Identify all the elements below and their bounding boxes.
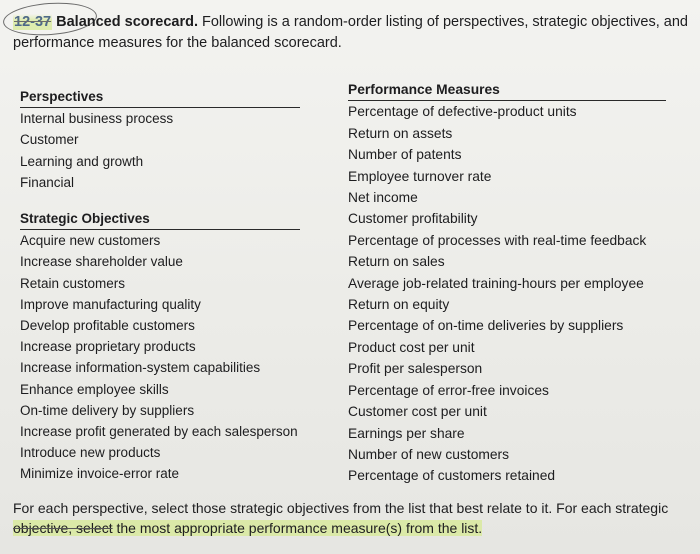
list-item: Return on equity — [348, 297, 450, 313]
list-item: Net income — [348, 190, 418, 206]
list-item: Percentage of error-free invoices — [348, 382, 549, 398]
list-item: Increase information-system capabilities — [20, 360, 261, 376]
problem-statement — [13, 12, 693, 54]
list-item: Develop profitable customers — [20, 318, 195, 334]
list-item: Employee turnover rate — [348, 168, 492, 184]
list-item: Learning and growth — [20, 153, 144, 169]
list-item: Minimize invoice-error rate — [20, 466, 180, 482]
list-item: Percentage of customers retained — [348, 468, 556, 484]
list-item: Percentage of defective-product units — [348, 104, 577, 120]
problem-number: 12-37 — [14, 14, 52, 30]
list-item: Internal business process — [20, 111, 174, 127]
list-item: Enhance employee skills — [20, 381, 169, 397]
list-item: Number of patents — [348, 147, 462, 163]
list-item: Introduce new products — [20, 445, 161, 461]
list-item: Increase profit generated by each salesperson — [20, 424, 298, 440]
strategic-objectives-heading: Strategic Objectives — [20, 208, 300, 230]
list-item: Acquire new customers — [20, 233, 161, 249]
right-column — [348, 79, 668, 487]
list-item: Product cost per unit — [348, 339, 475, 355]
performance-measures-heading: Performance Measures — [348, 79, 666, 101]
list-item: On-time delivery by suppliers — [20, 402, 195, 418]
list-item: Customer cost per unit — [348, 404, 487, 420]
problem-title: Balanced scorecard. — [56, 14, 198, 30]
problem-intro: Following is a random-order listing of perspectives, strategic objectives, and performance measures for the balanced scorecard. — [13, 14, 688, 51]
list-item: Retain customers — [20, 275, 126, 291]
list-item: Average job-related training-hours per employee — [348, 275, 644, 291]
list-item: Number of new customers — [348, 446, 510, 462]
list-item: Profit per salesperson — [348, 361, 483, 377]
perspectives-list — [20, 108, 310, 193]
perspectives-heading: Perspectives — [20, 86, 300, 108]
performance-measures-list — [348, 101, 668, 486]
list-item: Return on assets — [348, 125, 453, 141]
struck-text: objective, select — [13, 520, 113, 536]
instructions-line-2: the most appropriate performance measure(s) from the list. — [112, 520, 483, 536]
list-item: Percentage of processes with real-time feedback — [348, 232, 647, 248]
list-item: Customer — [20, 132, 79, 148]
list-item: Increase proprietary products — [20, 339, 196, 355]
instructions — [13, 498, 693, 538]
list-item: Return on sales — [348, 254, 445, 270]
strategic-objectives-list — [20, 230, 310, 484]
list-item: Increase shareholder value — [20, 254, 183, 270]
left-column — [20, 86, 310, 485]
instructions-line-1: For each perspective, select those strategic objectives from the list that best relate to it. For each strategic — [13, 500, 669, 516]
list-item: Customer profitability — [348, 211, 478, 227]
list-item: Earnings per share — [348, 425, 465, 441]
list-item: Percentage of on-time deliveries by suppliers — [348, 318, 624, 334]
list-item: Financial — [20, 174, 75, 190]
list-item: Improve manufacturing quality — [20, 296, 201, 312]
